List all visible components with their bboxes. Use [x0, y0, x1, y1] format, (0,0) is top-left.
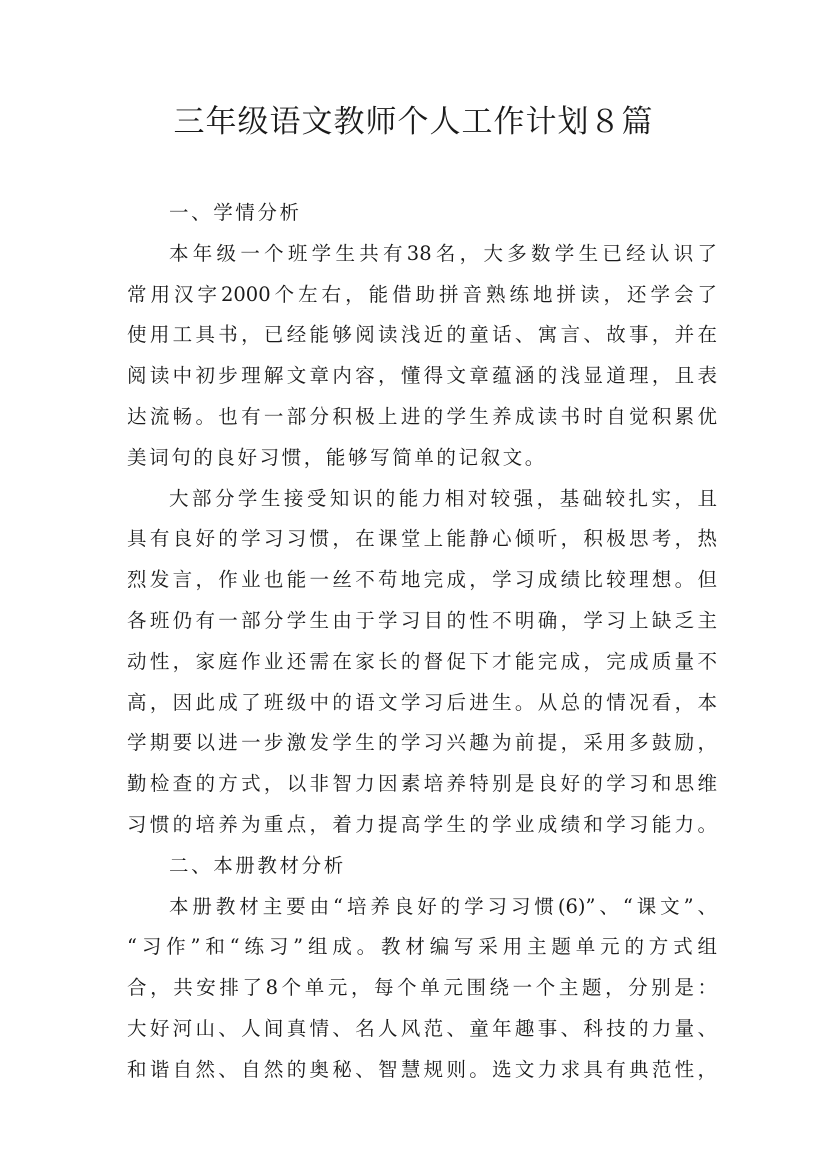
paragraph-line: 高，因此成了班级中的语文学习后进生。从总的情况看，本: [127, 690, 717, 714]
paragraph-line: 达流畅。也有一部分积极上进的学生养成读书时自觉积累优: [127, 404, 717, 428]
paragraph-line: 本年级一个班学生共有38名，大多数学生已经认识了: [169, 241, 717, 265]
document-body: [127, 193, 717, 1091]
paragraph-line: 常用汉字2000个左右，能借助拼音熟练地拼读，还学会了: [127, 282, 717, 306]
paragraph-line: 本册教材主要由“培养良好的学习习惯(6)”、“课文”、: [169, 894, 717, 918]
section-heading-learning-analysis: 一、学情分析: [169, 201, 302, 224]
paragraph-line: 具有良好的学习习惯，在课堂上能静心倾听，积极思考，热: [127, 527, 717, 551]
document-title: 三年级语文教师个人工作计划８篇: [173, 104, 654, 140]
paragraph-line: 使用工具书，已经能够阅读浅近的童话、寓言、故事，并在: [127, 323, 717, 347]
paragraph-line: 习惯的培养为重点，着力提高学生的学业成绩和学习能力。: [127, 812, 717, 836]
paragraph-line: 动性，家庭作业还需在家长的督促下才能完成，完成质量不: [127, 649, 717, 673]
paragraph-line: 大好河山、人间真情、名人风范、童年趣事、科技的力量、: [127, 1016, 717, 1040]
paragraph-line: 大部分学生接受知识的能力相对较强，基础较扎实，且: [169, 486, 717, 510]
paragraph-line: 合，共安排了8个单元，每个单元围绕一个主题，分别是：: [127, 976, 717, 1000]
paragraph-line: 美词句的良好习惯，能够写简单的记叙文。: [127, 445, 547, 469]
section-heading-textbook-analysis: 二、本册教材分析: [169, 853, 346, 877]
paragraph-line: 勤检查的方式，以非智力因素培养特别是良好的学习和思维: [127, 772, 717, 796]
paragraph-line: 学期要以进一步激发学生的学习兴趣为前提，采用多鼓励，: [127, 731, 717, 755]
paragraph-line: 烈发言，作业也能一丝不苟地完成，学习成绩比较理想。但: [127, 568, 717, 592]
paragraph-line: “习作”和“练习”组成。教材编写采用主题单元的方式组: [127, 935, 717, 959]
paragraph-line: 各班仍有一部分学生由于学习目的性不明确，学习上缺乏主: [127, 608, 717, 632]
paragraph-line: 和谐自然、自然的奥秘、智慧规则。选文力求具有典范性，: [127, 1057, 717, 1081]
paragraph-line: 阅读中初步理解文章内容，懂得文章蕴涵的浅显道理，且表: [127, 364, 717, 388]
